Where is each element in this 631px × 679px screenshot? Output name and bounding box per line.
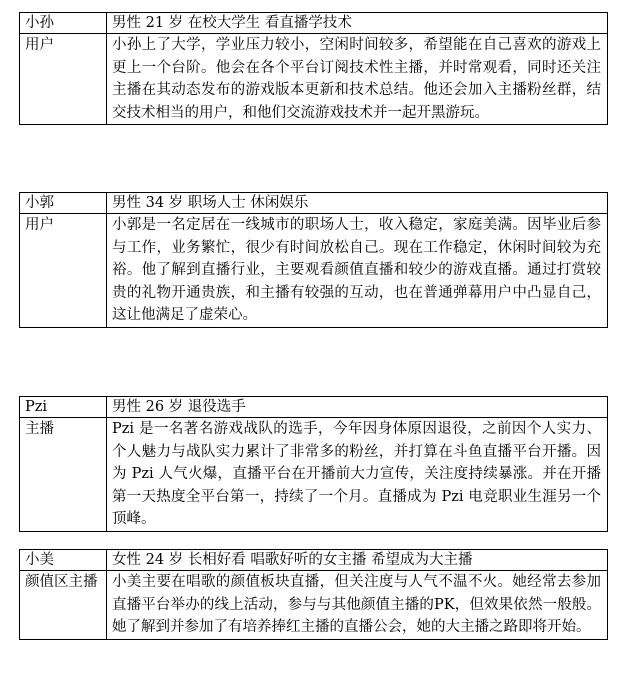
persona-summary: 女性 24 岁 长相好看 唱歌好听的女主播 希望成为大主播 xyxy=(107,550,608,571)
persona-role: 主播 xyxy=(20,418,107,532)
persona-name: 小郭 xyxy=(20,193,107,214)
persona-body-row xyxy=(20,571,608,640)
persona-summary: 男性 34 岁 职场人士 休闲娱乐 xyxy=(107,193,608,214)
persona-header-row xyxy=(20,193,608,214)
persona-role: 颜值区主播 xyxy=(20,571,107,640)
persona-body-row xyxy=(20,418,608,532)
persona-header-row xyxy=(20,13,608,34)
persona-summary: 男性 26 岁 退役选手 xyxy=(107,397,608,418)
persona-description: 小美主要在唱歌的颜值板块直播，但关注度与人气不温不火。她经常去参加直播平台举办的线上活动，参与与其他颜值主播的PK，但效果依然一般般。她了解到并参加了有培养捧红主播的直播公会，她的大主播之路即将开始。 xyxy=(107,571,608,640)
persona-card-pzi xyxy=(19,396,608,532)
persona-description: 小郭是一名定居在一线城市的职场人士，收入稳定，家庭美满。因毕业后参与工作，业务繁忙，很少有时间放松自己。现在工作稳定，休闲时间较为充裕。他了解到直播行业，主要观看颜值直播和较少的游戏直播。通过打赏较贵的礼物开通贵族，和主播有较强的互动，也在普通弹幕用户中凸显自己，这让他满足了虚荣心。 xyxy=(107,214,608,328)
persona-description: 小孙上了大学，学业压力较小，空闲时间较多，希望能在自己喜欢的游戏上更上一个台阶。他会在各个平台订阅技术性主播，并时常观看，同时还关注主播在其动态发布的游戏版本更新和技术总结。他还会加入主播粉丝群，结交技术相当的用户，和他们交流游戏技术并一起开黑游玩。 xyxy=(107,34,608,125)
persona-role: 用户 xyxy=(20,214,107,328)
persona-role: 用户 xyxy=(20,34,107,125)
persona-name: Pzi xyxy=(20,397,107,418)
persona-body-row xyxy=(20,34,608,125)
persona-card-xiaosun xyxy=(19,12,608,125)
persona-header-row xyxy=(20,397,608,418)
persona-summary: 男性 21 岁 在校大学生 看直播学技术 xyxy=(107,13,608,34)
persona-name: 小孙 xyxy=(20,13,107,34)
persona-card-xiaoguo xyxy=(19,192,608,328)
persona-body-row xyxy=(20,214,608,328)
persona-card-xiaomei xyxy=(19,549,608,640)
persona-description: Pzi 是一名著名游戏战队的选手，今年因身体原因退役，之前因个人实力、个人魅力与战队实力累计了非常多的粉丝，并打算在斗鱼直播平台开播。因为 Pzi 人气火爆，直播平台在开播前大力宣传，关注度持续暴涨。并在开播第一天热度全平台第一，持续了一个月。直播成为 Pzi 电竞职业生涯另一个顶峰。 xyxy=(107,418,608,532)
persona-name: 小美 xyxy=(20,550,107,571)
persona-header-row xyxy=(20,550,608,571)
